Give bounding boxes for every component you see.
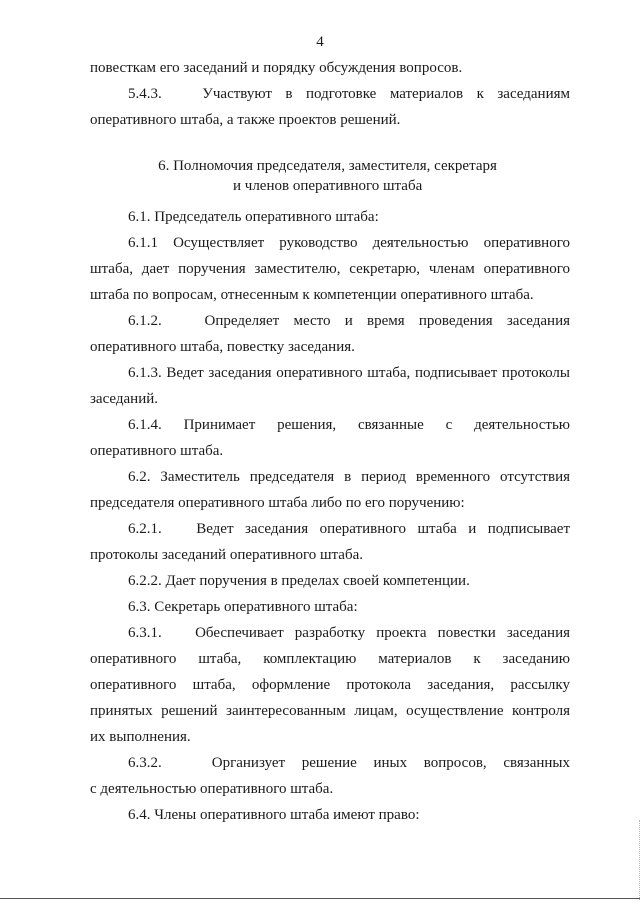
text-line: штаба по вопросам, отнесенным к компетенции оперативного штаба. [90,287,534,303]
text-line: 6.1. Председатель оперативного штаба: [128,209,379,225]
text-line: 6.3. Секретарь оперативного штаба: [128,599,358,615]
page-number: 4 [316,34,324,50]
text-line: оперативного штаба, оформление протокола заседания, рассылку [90,677,570,693]
text-line: с деятельностью оперативного штаба. [90,781,334,797]
text-line: повесткам его заседаний и порядку обсуждения вопросов. [90,60,463,76]
text-line: заседаний. [90,391,159,407]
text-line: 6.3.2. Организует решение иных вопросов, связанных [128,755,570,771]
text-line: оперативного штаба, повестку заседания. [90,339,355,355]
section-heading-line: и членов оперативного штаба [233,178,423,194]
text-line: 6.3.1. Обеспечивает разработку проекта повестки заседания [128,625,570,641]
text-line: 5.4.3. Участвуют в подготовке материалов к заседаниям [128,86,570,102]
text-line: 6.1.4. Принимает решения, связанные с деятельностью [128,417,570,433]
text-line: принятых решений заинтересованным лицам, осуществление контроля [90,703,570,719]
text-line: председателя оперативного штаба либо по его поручению: [90,495,465,511]
text-line: оперативного штаба, а также проектов решений. [90,112,401,128]
text-line: оперативного штаба, комплектацию материалов к заседанию [90,651,570,667]
text-line: 6.2. Заместитель председателя в период временного отсутствия [128,469,570,485]
scan-edge-marks [635,820,640,900]
text-line: их выполнения. [90,729,191,745]
text-line: 6.4. Члены оперативного штаба имеют право: [128,807,420,823]
text-line: 6.2.1. Ведет заседания оперативного штаба и подписывает [128,521,570,537]
text-line: 6.1.2. Определяет место и время проведения заседания [128,313,570,329]
text-line: штаба, дает поручения заместителю, секретарю, членам оперативного [90,261,570,277]
text-line: 6.1.1 Осуществляет руководство деятельностью оперативного [128,235,570,251]
page-bottom-edge [0,898,640,899]
text-line: 6.2.2. Дает поручения в пределах своей компетенции. [128,573,470,589]
text-line: протоколы заседаний оперативного штаба. [90,547,363,563]
section-heading-line: 6. Полномочия председателя, заместителя, секретаря [158,158,497,174]
text-line: 6.1.3. Ведет заседания оперативного штаба, подписывает протоколы [128,365,570,381]
text-line: оперативного штаба. [90,443,224,459]
